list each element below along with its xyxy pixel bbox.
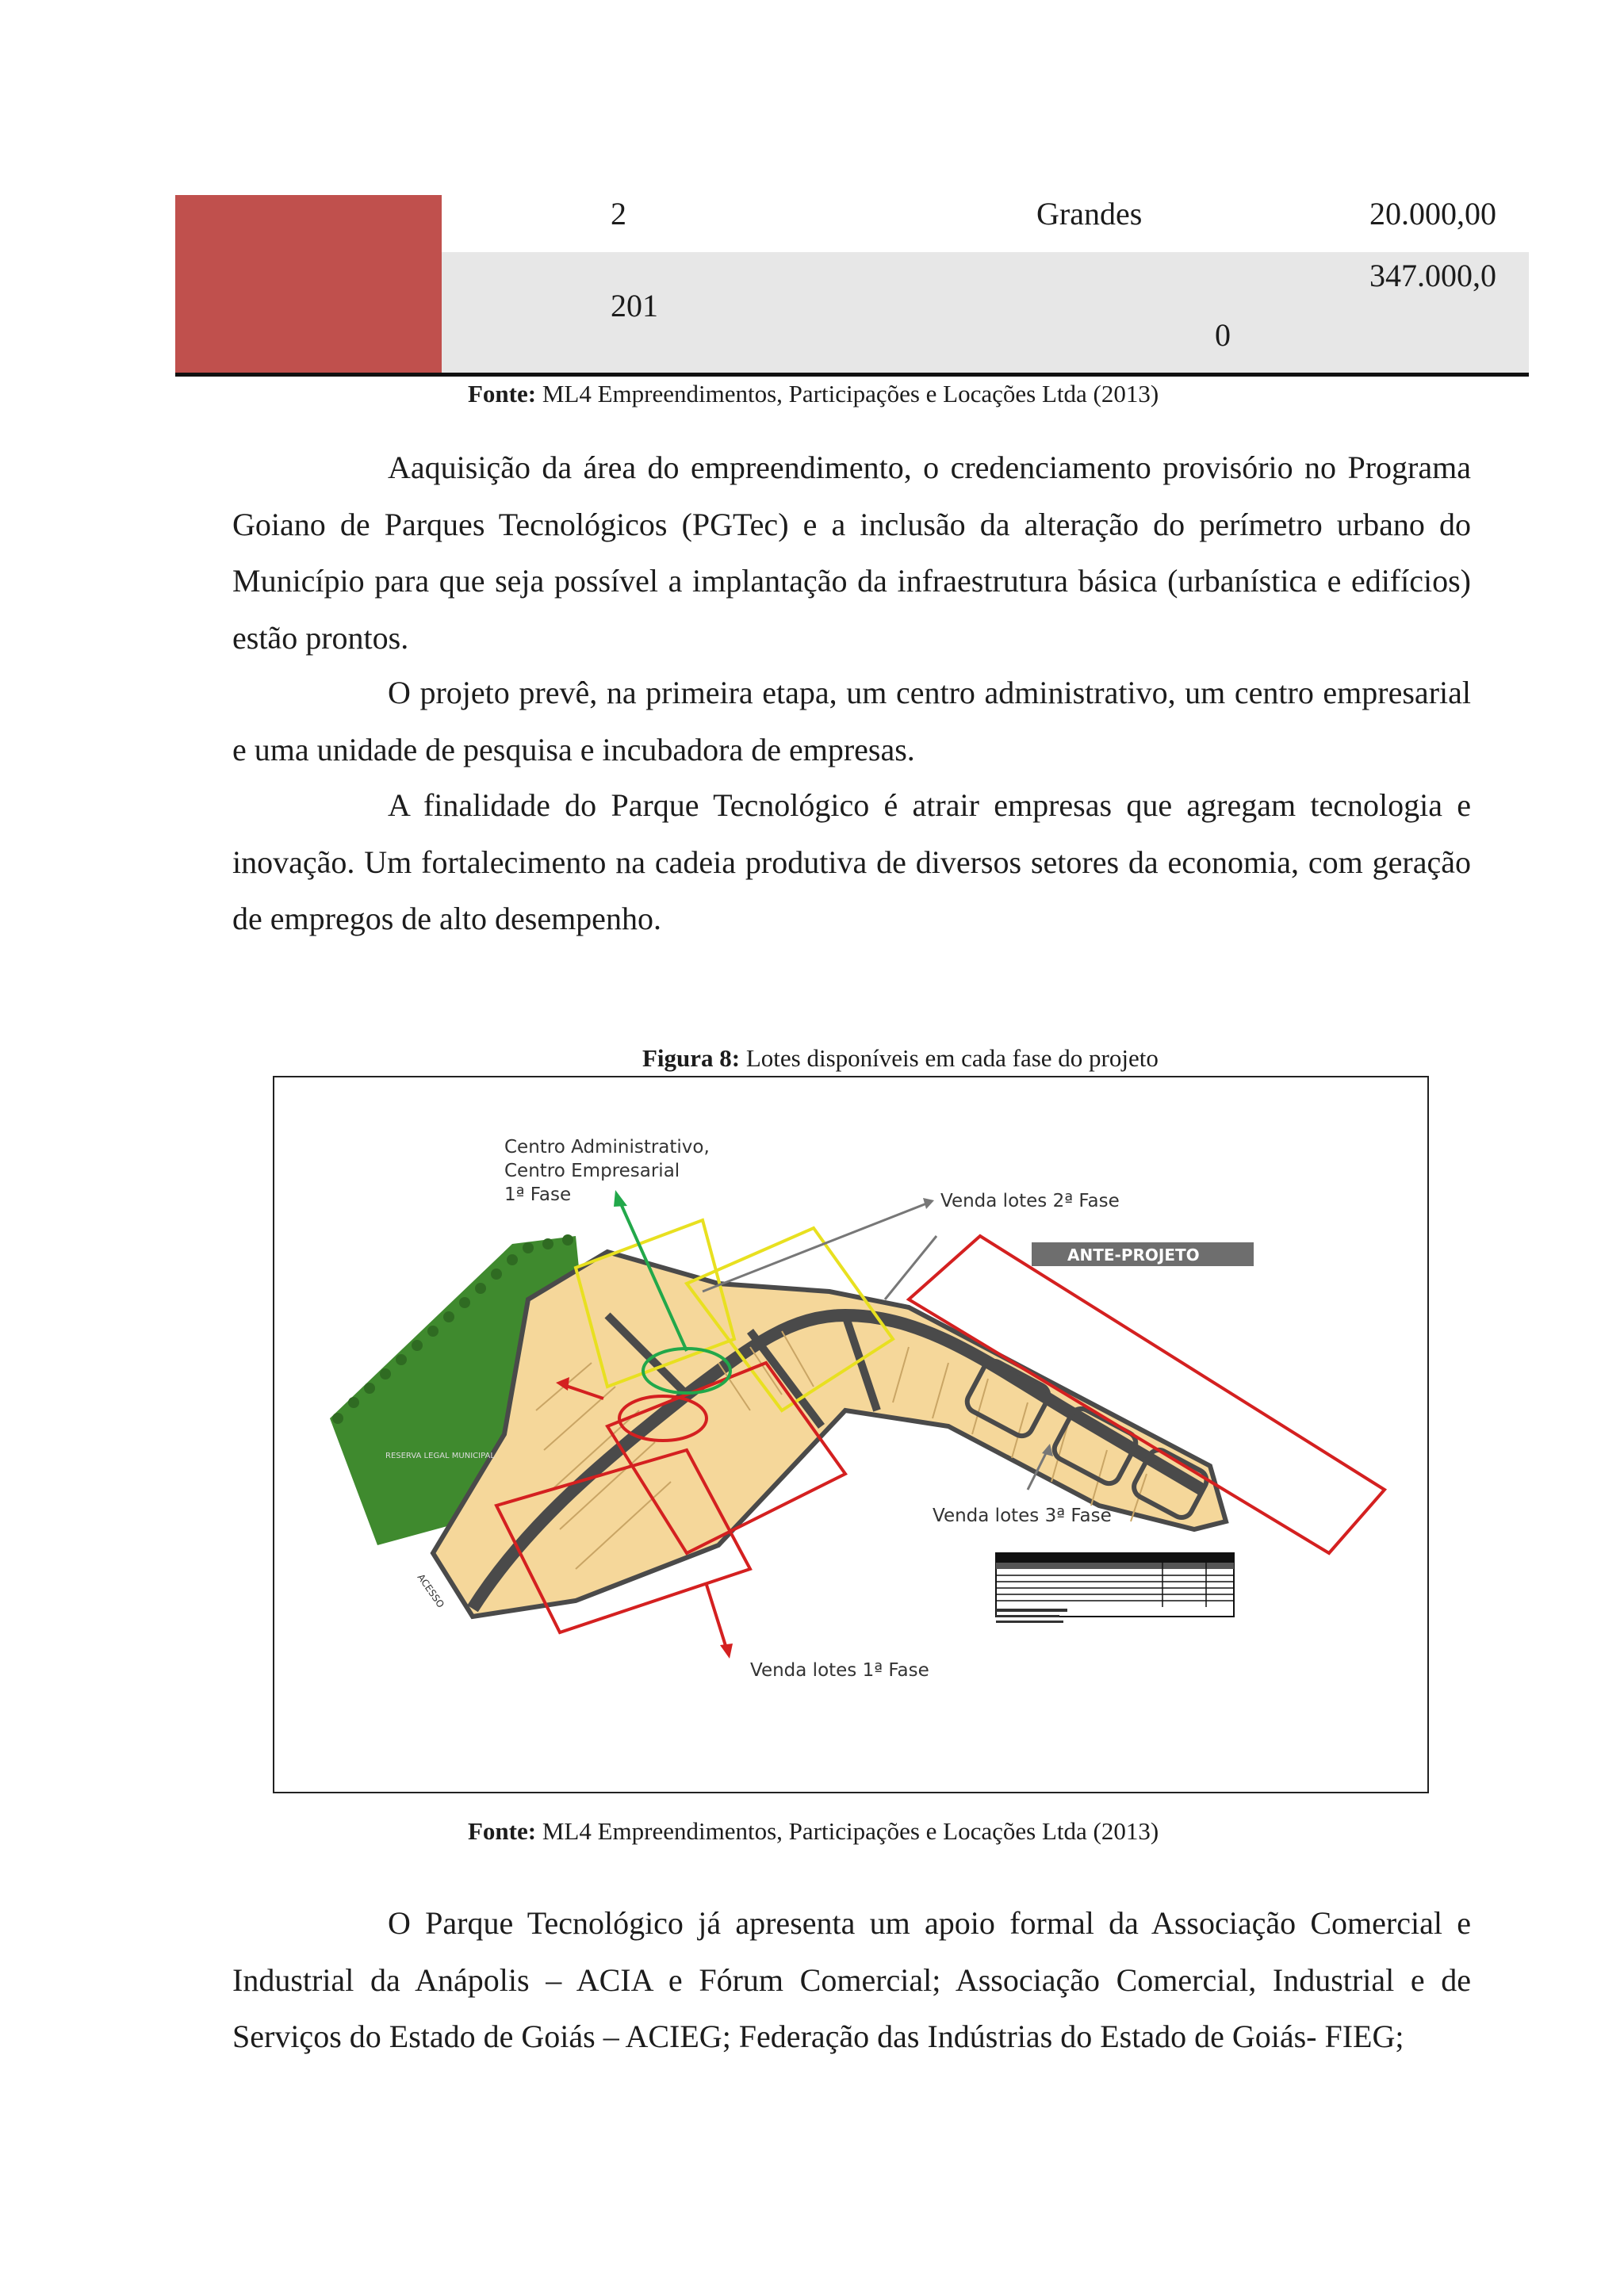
body-paragraph: O Parque Tecnológico já apresenta um apoio formal da Associação Comercial e Industrial da Anápolis – ACIA e Fórum Comercial; Associação Comercial, Industrial e de Serviços do Estado de Goiás – ACIEG; Federação das Indústrias do Estado de Goiás- FIEG;	[232, 1905, 1471, 2054]
area-legend-table	[996, 1553, 1234, 1623]
site-plan-image	[274, 1077, 1427, 1792]
figure-caption-text: Lotes disponíveis em cada fase do projeto	[745, 1044, 1159, 1072]
source-text: ML4 Empreendimentos, Participações e Locações Ltda (2013)	[542, 380, 1159, 408]
figure-caption	[642, 1043, 1159, 1073]
table-cell: 20.000,00	[1369, 196, 1496, 232]
table-cell: 2	[611, 196, 626, 232]
body-paragraph: A finalidade do Parque Tecnológico é atrair empresas que agregam tecnologia e inovação. Um fortalecimento na cadeia produtiva de diversos setores da economia, com geração de empregos de alto desempenho.	[232, 787, 1471, 936]
table-cell: 347.000,0	[1369, 258, 1496, 293]
site-plan-figure	[273, 1076, 1429, 1793]
table-header-cell	[175, 195, 442, 373]
table-bottom-rule	[175, 373, 1529, 377]
label-centro-line3: 1ª Fase	[504, 1184, 572, 1205]
table-cell: Grandes	[1036, 196, 1143, 232]
source-label: Fonte:	[468, 1817, 537, 1845]
body-paragraph: O projeto prevê, na primeira etapa, um centro administrativo, um centro empresarial e uma unidade de pesquisa e incubadora de empresas.	[232, 675, 1471, 767]
reserve-label: RESERVA LEGAL MUNICIPAL	[385, 1452, 495, 1460]
body-paragraph: Aaquisição da área do empreendimento, o credenciamento provisório no Programa Goiano de Parques Tecnológicos (PGTec) e a inclusão da alteração do perímetro urbano do Município para que seja possível a implantação da infraestrutura básica (urbanística e edifícios) estão prontos.	[232, 450, 1471, 656]
source-text: ML4 Empreendimentos, Participações e Locações Ltda (2013)	[542, 1817, 1159, 1845]
table-cell: 201	[611, 288, 658, 323]
label-fase3: Venda lotes 3ª Fase	[933, 1506, 1112, 1526]
acesso-label: ACESSO	[415, 1571, 446, 1610]
figure-caption-label: Figura 8:	[642, 1044, 741, 1072]
table-row-shade	[442, 252, 1529, 373]
label-centro-line1: Centro Administrativo,	[504, 1137, 710, 1158]
label-fase2: Venda lotes 2ª Fase	[940, 1191, 1120, 1211]
label-centro-line2: Centro Empresarial	[504, 1161, 680, 1181]
label-fase1: Venda lotes 1ª Fase	[750, 1660, 929, 1681]
figure-source-caption	[468, 1816, 1159, 1846]
source-label: Fonte:	[468, 380, 537, 408]
table-source-caption	[468, 379, 1159, 409]
banner-text: ANTE-PROJETO	[1067, 1246, 1200, 1265]
table-cell: 0	[1215, 317, 1231, 353]
